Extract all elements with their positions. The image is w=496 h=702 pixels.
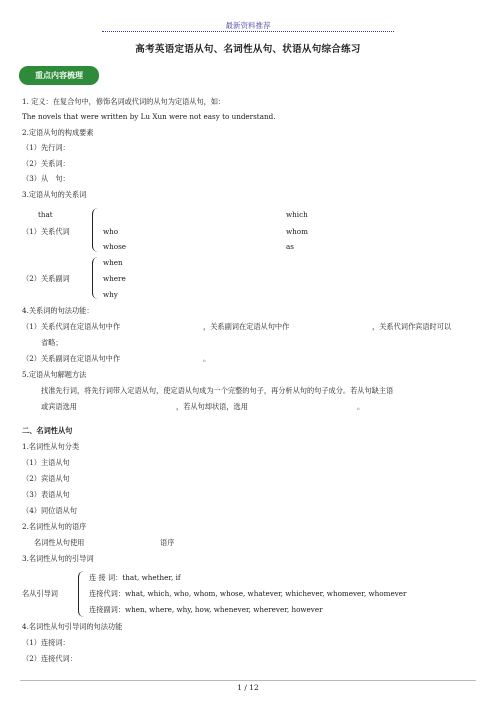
elements-heading: 2.定语从句的构成要素 — [22, 128, 94, 137]
relatives-heading: 3.定语从句的关系词 — [22, 190, 87, 199]
method-line-2a: 或宾语选用 — [41, 402, 77, 411]
pron-left-3: whose — [103, 242, 127, 251]
pron-right-2: whom — [286, 227, 308, 236]
method-heading: 5.定语从句解题方法 — [22, 370, 87, 379]
pron-right-3: as — [286, 242, 294, 251]
clause-line: （3）从 句： — [22, 174, 70, 183]
method-line-2b: ，若从句却状语，选用 — [176, 402, 248, 411]
page-number: 1 / 12 — [237, 683, 259, 692]
word-order-line-a: 名词性从句使用 — [34, 538, 85, 547]
connective-pronoun-line: （2）连接代词： — [22, 654, 77, 663]
introducer-brace — [78, 571, 85, 617]
introducer-pronouns: 连接代词：what, which, who, whom, whose, whatever, whichever, whomever, whomever — [89, 589, 407, 598]
document-title: 高考英语定语从句、名词性从句、状语从句综合练习 — [135, 44, 361, 55]
function-line-1b: ，关系副词在定语从句中作 — [203, 322, 290, 331]
footer-divider — [20, 680, 476, 681]
function-line-2b: 。 — [203, 354, 211, 363]
appositive-clause: （4）同位语从句 — [22, 506, 77, 515]
page-header: 最新资料推荐 — [225, 21, 271, 30]
function-heading: 4.关系词的句法功能： — [22, 306, 94, 315]
adv-item-2: where — [103, 274, 126, 283]
word-order-heading: 2.名词性从句的语序 — [22, 522, 87, 531]
introducer-conjunctions: 连 接 词：that, whether, if — [89, 573, 181, 582]
header-divider — [102, 31, 394, 32]
function-line-1a: （1）关系代词在定语从句中作 — [22, 322, 121, 331]
function-line-2a: （2）关系副词在定语从句中作 — [22, 354, 121, 363]
adv-item-1: when — [103, 258, 123, 267]
function-line-1d: 省略； — [41, 338, 63, 347]
example-sentence: The novels that were written by Lu Xun were not easy to understand. — [22, 112, 276, 121]
pron-left-2: who — [103, 227, 119, 236]
subject-clause: （1）主语从句 — [22, 458, 70, 467]
antecedent-line: （1）先行词： — [22, 143, 70, 152]
method-line-2c: 。 — [357, 402, 365, 411]
introducer-label: 名从引导词 — [22, 589, 58, 598]
object-clause: （2）宾语从句 — [22, 474, 70, 483]
adv-item-3: why — [103, 290, 118, 299]
conjunction-line: （1）连接词： — [22, 638, 70, 647]
predicative-clause: （3）表语从句 — [22, 490, 70, 499]
function-line-1c: ，关系代词作宾语时可以 — [372, 322, 452, 331]
section-2-heading: 二、名词性从句 — [22, 426, 73, 435]
relative-word-line: （2）关系词： — [22, 159, 70, 168]
pronoun-label: （1）关系代词 — [22, 227, 70, 236]
introducer-adverbs: 连接副词：when, where, why, how, whenever, wherever, however — [89, 605, 323, 614]
adverb-brace — [92, 257, 99, 299]
introducer-function-heading: 4.名词性从句引导词的句法功能 — [22, 622, 123, 631]
word-order-line-b: 语序 — [160, 538, 175, 547]
adverb-label: （2）关系副词 — [22, 274, 70, 283]
pronoun-brace — [92, 208, 99, 252]
pron-right-1: which — [286, 210, 308, 219]
definition-line: 1. 定义：在复合句中，修饰名词或代词的从句为定语从句，如： — [22, 97, 226, 106]
method-line-1: 找准先行词，将先行词带入定语从句，使定语从句成为一个完整的句子，再分析从句的句子成分。若从句缺主语 — [41, 386, 394, 395]
noun-clause-types: 1.名词性从句分类 — [22, 442, 80, 451]
introducers-heading: 3.名词性从句的引导词 — [22, 554, 94, 563]
section-badge: 重点内容梳理 — [19, 66, 99, 85]
pron-left-1: that — [38, 210, 53, 219]
